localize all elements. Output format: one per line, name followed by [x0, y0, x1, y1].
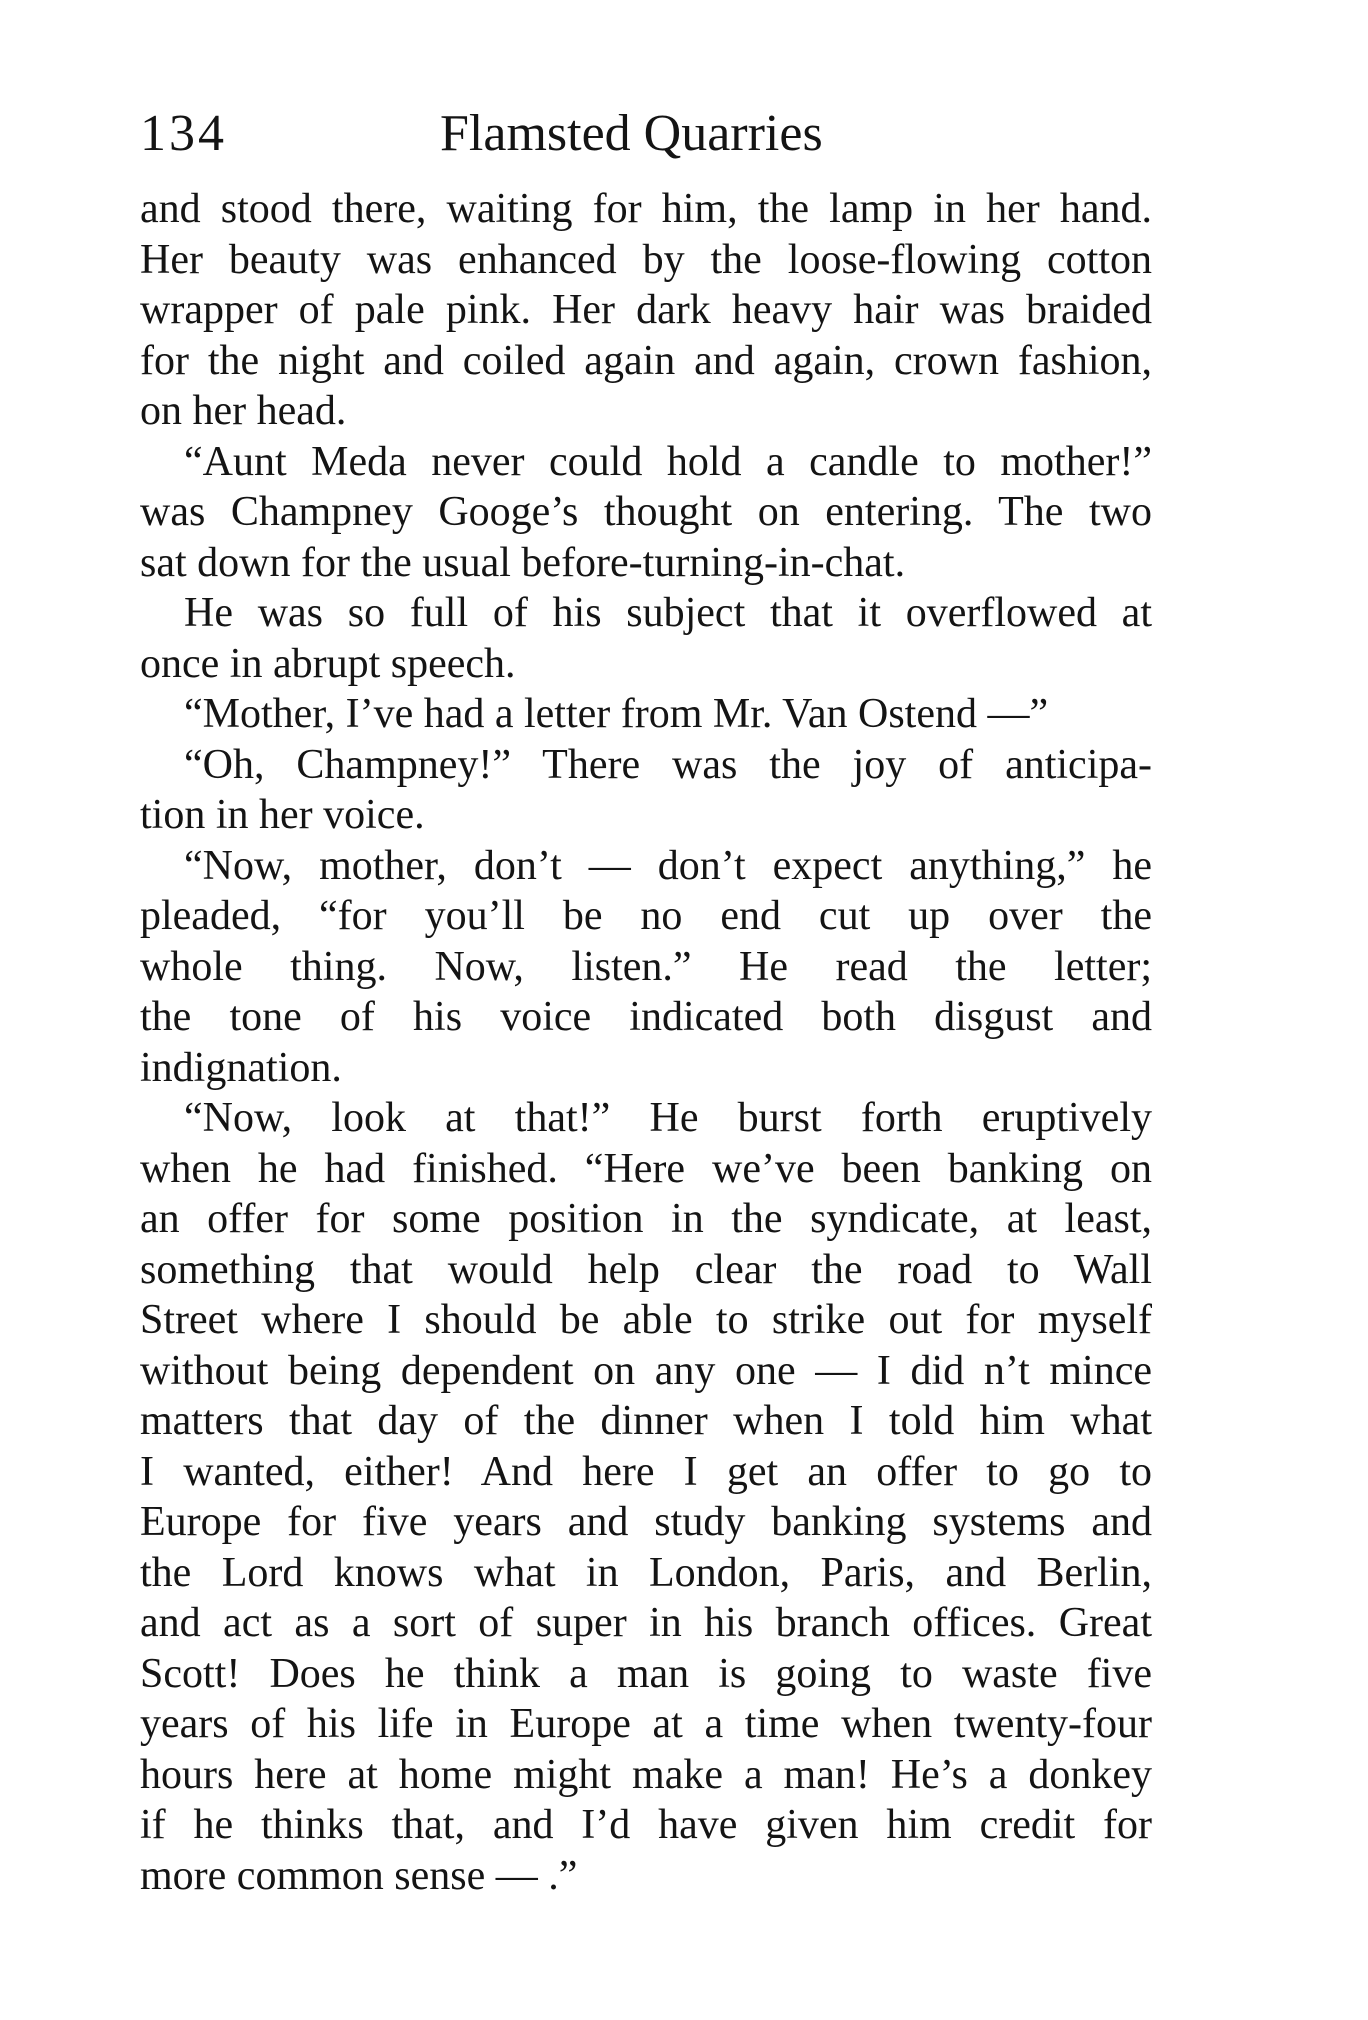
text-line: indignation.	[140, 1044, 342, 1091]
text-line: and stood there, waiting for him, the lamp in her hand.	[140, 186, 1152, 232]
text-line: I wanted, either! And here I get an offer to go to	[140, 1448, 1152, 1495]
text-line: if he thinks that, and I’d have given him credit for	[140, 1802, 1152, 1848]
text-line: more common sense — .”	[140, 1852, 578, 1899]
text-line: on her head.	[140, 388, 347, 434]
text-line: an offer for some position in the syndicate, at least,	[140, 1196, 1152, 1242]
text-line: the tone of his voice indicated both disgust and	[140, 994, 1152, 1040]
text-line: without being dependent on any one — I did n’t mince	[140, 1347, 1152, 1394]
paragraph	[140, 184, 1152, 437]
text-line: “Now, mother, don’t — don’t expect anything,” he	[184, 842, 1152, 889]
text-line: Europe for five years and study banking systems and	[140, 1499, 1152, 1545]
text-line: “Oh, Champney!” There was the joy of anticipa-	[184, 741, 1152, 788]
text-line: the Lord knows what in London, Paris, and Berlin,	[140, 1549, 1152, 1596]
text-line: for the night and coiled again and again, crown fashion,	[140, 337, 1152, 384]
text-line: pleaded, “for you’ll be no end cut up over the	[140, 893, 1152, 939]
page-number: 134	[140, 105, 227, 162]
paragraph	[140, 841, 1152, 1094]
text-line: Street where I should be able to strike out for myself	[140, 1297, 1152, 1343]
text-line: tion in her voice.	[140, 792, 425, 838]
paragraph	[140, 689, 1152, 740]
text-line: when he had finished. “Here we’ve been banking on	[140, 1145, 1152, 1192]
paragraph	[140, 437, 1152, 589]
text-line: “Now, look at that!” He burst forth eruptively	[184, 1095, 1152, 1141]
text-line: sat down for the usual before-turning-in-chat.	[140, 539, 906, 586]
text-line: was Champney Googe’s thought on entering. The two	[140, 489, 1152, 535]
text-line: whole thing. Now, listen.” He read the letter;	[140, 943, 1152, 990]
text-line: He was so full of his subject that it overflowed at	[184, 590, 1152, 636]
text-line: “Aunt Meda never could hold a candle to mother!”	[184, 438, 1152, 485]
text-line: wrapper of pale pink. Her dark heavy hair was braided	[140, 287, 1152, 333]
running-title: Flamsted Quarries	[440, 105, 823, 162]
text-line: and act as a sort of super in his branch offices. Great	[140, 1600, 1152, 1646]
text-line: Her beauty was enhanced by the loose-flowing cotton	[140, 236, 1152, 283]
text-line: “Mother, I’ve had a letter from Mr. Van Ostend —”	[184, 691, 1049, 737]
paragraph	[140, 1093, 1152, 1901]
text-line: matters that day of the dinner when I told him what	[140, 1398, 1152, 1444]
body-text	[140, 184, 1152, 1901]
text-line: once in abrupt speech.	[140, 640, 516, 687]
text-line: something that would help clear the road to Wall	[140, 1246, 1152, 1293]
paragraph	[140, 740, 1152, 841]
paragraph	[140, 588, 1152, 689]
text-line: hours here at home might make a man! He’s a donkey	[140, 1751, 1152, 1798]
page-header	[140, 104, 1150, 174]
text-line: Scott! Does he think a man is going to waste five	[140, 1650, 1152, 1697]
text-line: years of his life in Europe at a time when twenty-four	[140, 1701, 1152, 1747]
